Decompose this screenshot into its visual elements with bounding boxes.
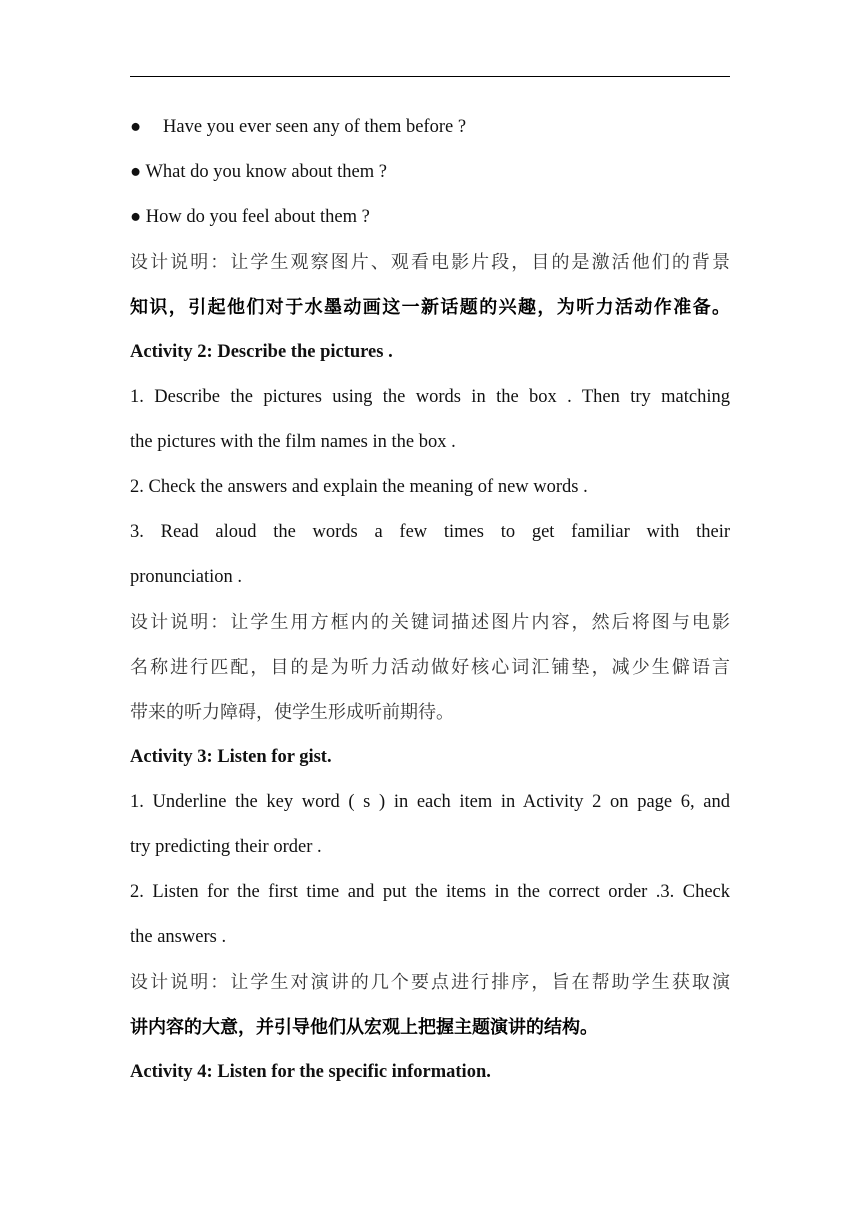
- activity-3-step-2-line-2: the answers .: [130, 927, 227, 947]
- design-note-3-line-2: 讲内容的大意，并引导他们从宏观上把握主题演讲的结构。: [130, 1017, 598, 1038]
- bullet-question-3: ● How do you feel about them ?: [130, 207, 370, 227]
- activity-2-step-2: 2. Check the answers and explain the meaning of new words .: [130, 477, 588, 497]
- activity-3-step-1-line-1: 1. Underline the key word ( s ) in each item in Activity 2 on page 6, and: [130, 792, 730, 812]
- bullet-icon: ●: [130, 117, 142, 137]
- design-note-2-line-3: 带来的听力障碍，使学生形成听前期待。: [130, 702, 454, 723]
- activity-4-heading: Activity 4: Listen for the specific information.: [130, 1062, 491, 1082]
- activity-2-step-3-line-1: 3. Read aloud the words a few times to get familiar with their: [130, 522, 730, 542]
- activity-2-step-1-line-1: 1. Describe the pictures using the words in the box . Then try matching: [130, 387, 730, 407]
- design-note-2-line-2: 名称进行匹配，目的是为听力活动做好核心词汇铺垫，减少生僻语言: [130, 657, 730, 678]
- activity-3-step-1-line-2: try predicting their order .: [130, 837, 322, 857]
- activity-3-step-2-line-1: 2. Listen for the first time and put the items in the correct order .3. Check: [130, 882, 730, 902]
- activity-2-step-1-line-2: the pictures with the film names in the box .: [130, 432, 456, 452]
- design-note-2-line-1: 设计说明：让学生用方框内的关键词描述图片内容，然后将图与电影: [130, 612, 730, 633]
- header-rule: [130, 76, 730, 77]
- activity-2-heading: Activity 2: Describe the pictures .: [130, 342, 393, 362]
- design-note-3-line-1: 设计说明：让学生对演讲的几个要点进行排序，旨在帮助学生获取演: [130, 972, 730, 993]
- design-note-1-line-2: 知识，引起他们对于水墨动画这一新话题的兴趣，为听力活动作准备。: [130, 297, 730, 318]
- document-body: [130, 105, 730, 1095]
- bullet-text: Have you ever seen any of them before ?: [163, 117, 467, 137]
- activity-2-step-3-line-2: pronunciation .: [130, 567, 243, 587]
- design-note-1-line-1: 设计说明：让学生观察图片、观看电影片段，目的是激活他们的背景: [130, 252, 730, 273]
- bullet-question-1: [130, 105, 730, 150]
- bullet-question-2: ● What do you know about them ?: [130, 162, 387, 182]
- activity-3-heading: Activity 3: Listen for gist.: [130, 747, 332, 767]
